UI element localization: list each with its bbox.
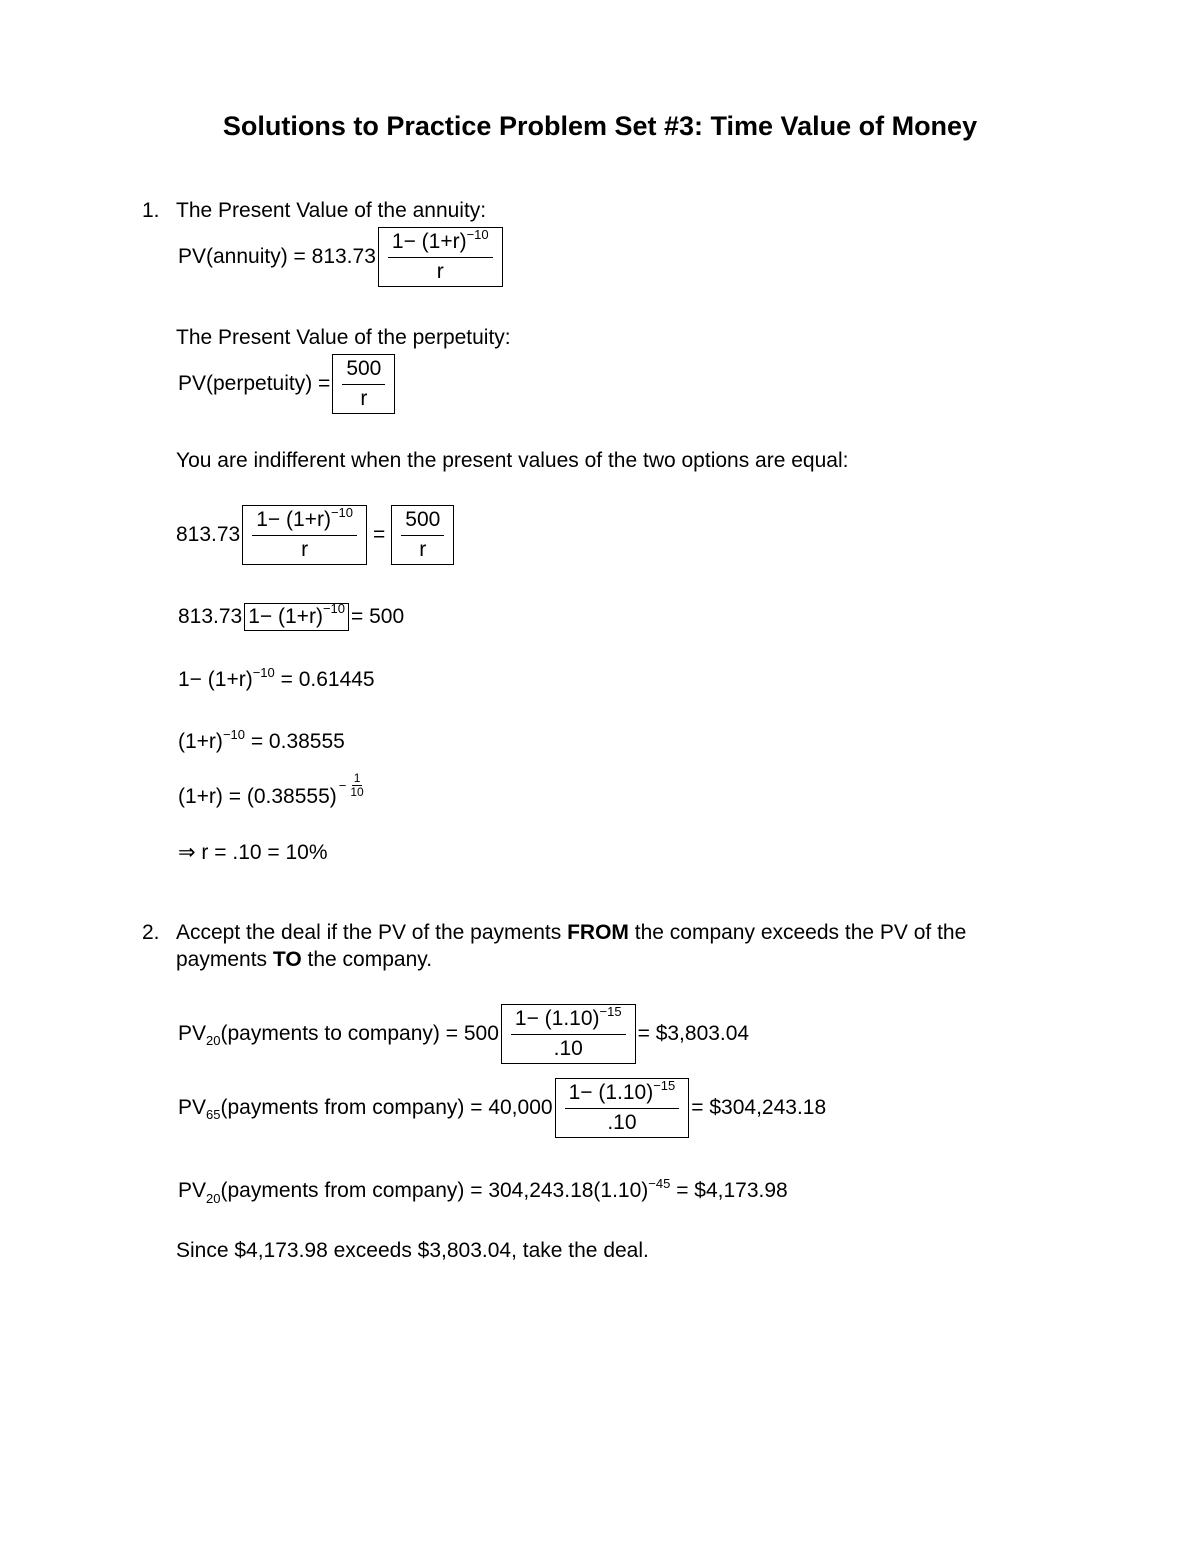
equality-right-numerator: 500 [401,508,444,536]
annuity-numerator: 1− (1+r) [391,230,467,253]
step-3-result: = 0.38555 [245,730,345,753]
equality-equation [176,505,456,565]
intro-text-a: Accept the deal if the PV of the payments [176,921,568,944]
perpetuity-intro: The Present Value of the perpetuity: [176,326,511,349]
problem-2-number: 2. [142,921,160,944]
perpetuity-fraction [342,357,385,411]
equality-lhs: 813.73 [176,523,241,547]
intro-text-b: the company exceeds the PV of the [628,921,967,944]
step-4-negative-sign: − [338,778,347,794]
eq1-denominator: .10 [553,1037,583,1061]
eq1-text: (payments to company) = 500 [220,1022,499,1046]
equality-sign: = [373,523,386,547]
annuity-fraction [388,227,493,284]
step-1-coefficient: 813.73 [178,605,243,628]
step-3-exponent: −10 [222,727,245,742]
annuity-exponent: −10 [466,227,489,242]
step-3-lhs: (1+r) [178,730,223,753]
step-4-exponent-denominator: 10 [350,785,364,800]
equality-left-numerator: 1− (1+r) [256,508,331,531]
step-1-bracket [244,600,349,631]
eq1-fraction [511,1004,626,1061]
problem-2-intro-line-2 [176,948,432,972]
annuity-intro: The Present Value of the annuity: [176,199,487,222]
conclusion-text: Since $4,173.98 exceeds $3,803.04, take the deal. [176,1239,649,1262]
eq1-numerator: 1− (1.10) [514,1007,600,1030]
step-2-lhs: 1− (1+r) [178,668,253,691]
eq2-bracket [555,1078,690,1138]
pv-payments-to-company-equation [178,1004,749,1064]
pv20-payments-from-company-equation [178,1176,788,1206]
eq2-fraction [565,1078,680,1135]
eq2-exponent: −15 [653,1078,676,1093]
step-1-equation [178,600,405,631]
step-4-equation [178,771,366,809]
equality-left-bracket [242,505,367,565]
equality-left-exponent: −10 [330,505,353,520]
eq3-result: = $4,173.98 [670,1179,788,1202]
step-4-exponent-numerator: 1 [353,771,361,785]
intro-bold-to: TO [272,948,302,971]
indifference-text: You are indifferent when the present values of the two options are equal: [176,449,849,472]
equality-right-fraction [401,508,444,562]
step-2-exponent: −10 [252,665,275,680]
problem-2-intro-line-1 [176,921,966,945]
equality-right-denominator: r [419,538,427,562]
eq1-bracket [501,1004,636,1064]
eq3-subscript: 20 [206,1191,221,1206]
equality-right-bracket [391,505,454,565]
perpetuity-lhs: PV(perpetuity) = [178,372,331,396]
eq3-exponent: −45 [648,1176,671,1191]
pv-payments-from-company-equation [178,1078,826,1138]
annuity-denominator: r [436,260,444,284]
eq1-subscript: 20 [206,1032,221,1048]
eq2-pv: PV [178,1096,207,1120]
step-1-exponent: −10 [322,600,345,616]
page-title: Solutions to Practice Problem Set #3: Time Value of Money [222,111,978,141]
eq2-result: = $304,243.18 [691,1096,827,1120]
eq2-numerator: 1− (1.10) [568,1081,654,1104]
problem-1-number: 1. [142,199,160,222]
eq3-text: (payments from company) = 304,243.18(1.10) [220,1179,649,1202]
eq2-text: (payments from company) = 40,000 [220,1096,553,1120]
intro-text-c: payments [176,948,273,971]
intro-text-d: the company. [301,948,433,971]
eq1-result: = $3,803.04 [637,1022,750,1046]
step-2-equation [178,665,375,692]
equality-left-denominator: r [301,538,309,562]
eq2-denominator: .10 [607,1111,637,1135]
problem-1-result: ⇒ r = .10 = 10% [178,841,328,864]
perpetuity-bracket [332,354,395,414]
step-4-lhs: (1+r) = (0.38555) [178,785,337,809]
annuity-lhs: PV(annuity) = 813.73 [178,245,376,269]
intro-bold-from: FROM [567,921,629,944]
step-1-inner: 1− (1+r) [248,605,323,628]
eq3-pv: PV [178,1179,207,1202]
equality-left-fraction [252,505,357,562]
annuity-equation [178,227,505,287]
eq2-subscript: 65 [206,1106,221,1122]
perpetuity-equation [178,354,397,414]
eq1-pv: PV [178,1022,207,1046]
step-4-exponent-fraction [348,772,365,799]
step-1-result: = 500 [351,605,405,628]
eq1-exponent: −15 [599,1004,622,1019]
step-2-result: = 0.61445 [274,668,375,691]
perpetuity-denominator: r [360,387,368,411]
perpetuity-numerator: 500 [342,357,385,385]
step-3-equation [178,727,345,754]
annuity-bracket [378,227,503,287]
